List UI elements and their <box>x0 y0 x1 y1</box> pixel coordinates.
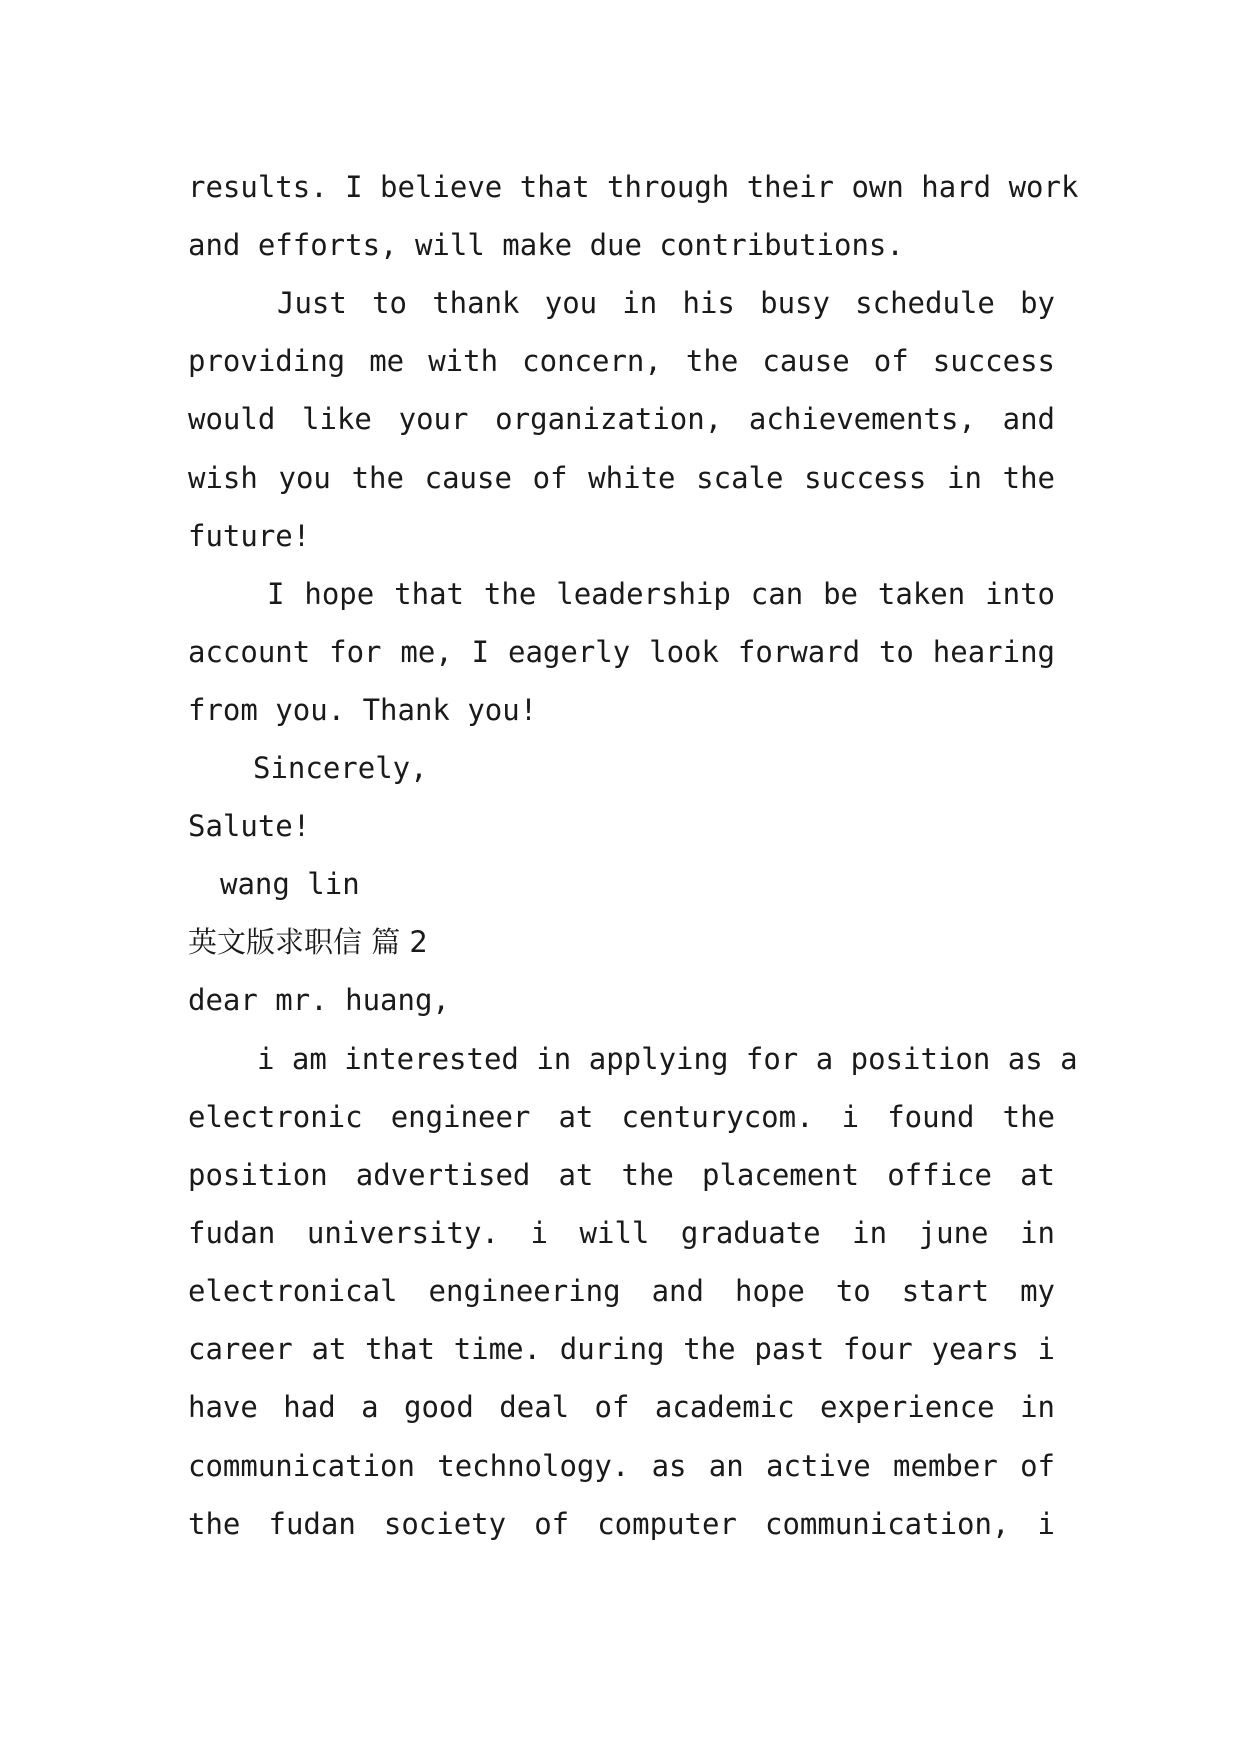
text-line: from you. Thank you! <box>188 693 538 727</box>
text-line: fudan university. i will graduate in june in <box>188 1216 1055 1250</box>
text-line: have had a good deal of academic experience in <box>188 1390 1055 1424</box>
text-line: future! <box>188 519 311 553</box>
text-line: would like your organization, achievements, and <box>188 402 1055 436</box>
text-line: career at that time. during the past four years i <box>188 1332 1055 1366</box>
salutation: dear mr. huang, <box>188 983 450 1017</box>
text-line: and efforts, will make due contributions. <box>188 228 904 262</box>
section-heading: 英文版求职信 篇 2 <box>188 925 428 959</box>
text-line: providing me with concern, the cause of success <box>188 344 1055 378</box>
paragraph-indent-line: i am interested in applying for a position as a <box>257 1042 1078 1076</box>
text-line: electronical engineering and hope to start my <box>188 1274 1055 1308</box>
text-line: communication technology. as an active member of <box>188 1449 1055 1483</box>
text-line: wish you the cause of white scale success in the <box>188 461 1055 495</box>
paragraph-indent-line: I hope that the leadership can be taken into <box>267 577 1055 611</box>
signature-name: wang lin <box>220 867 360 901</box>
text-line: electronic engineer at centurycom. i found the <box>188 1100 1055 1134</box>
closing-sincerely: Sincerely, <box>253 751 428 785</box>
closing-salute: Salute! <box>188 809 311 843</box>
text-line: position advertised at the placement office at <box>188 1158 1055 1192</box>
text-line: account for me, I eagerly look forward to hearing <box>188 635 1055 669</box>
paragraph-indent-line: Just to thank you in his busy schedule by <box>277 286 1055 320</box>
text-line: results. I believe that through their own hard work <box>188 170 1079 204</box>
text-line: the fudan society of computer communication, i <box>188 1507 1055 1541</box>
